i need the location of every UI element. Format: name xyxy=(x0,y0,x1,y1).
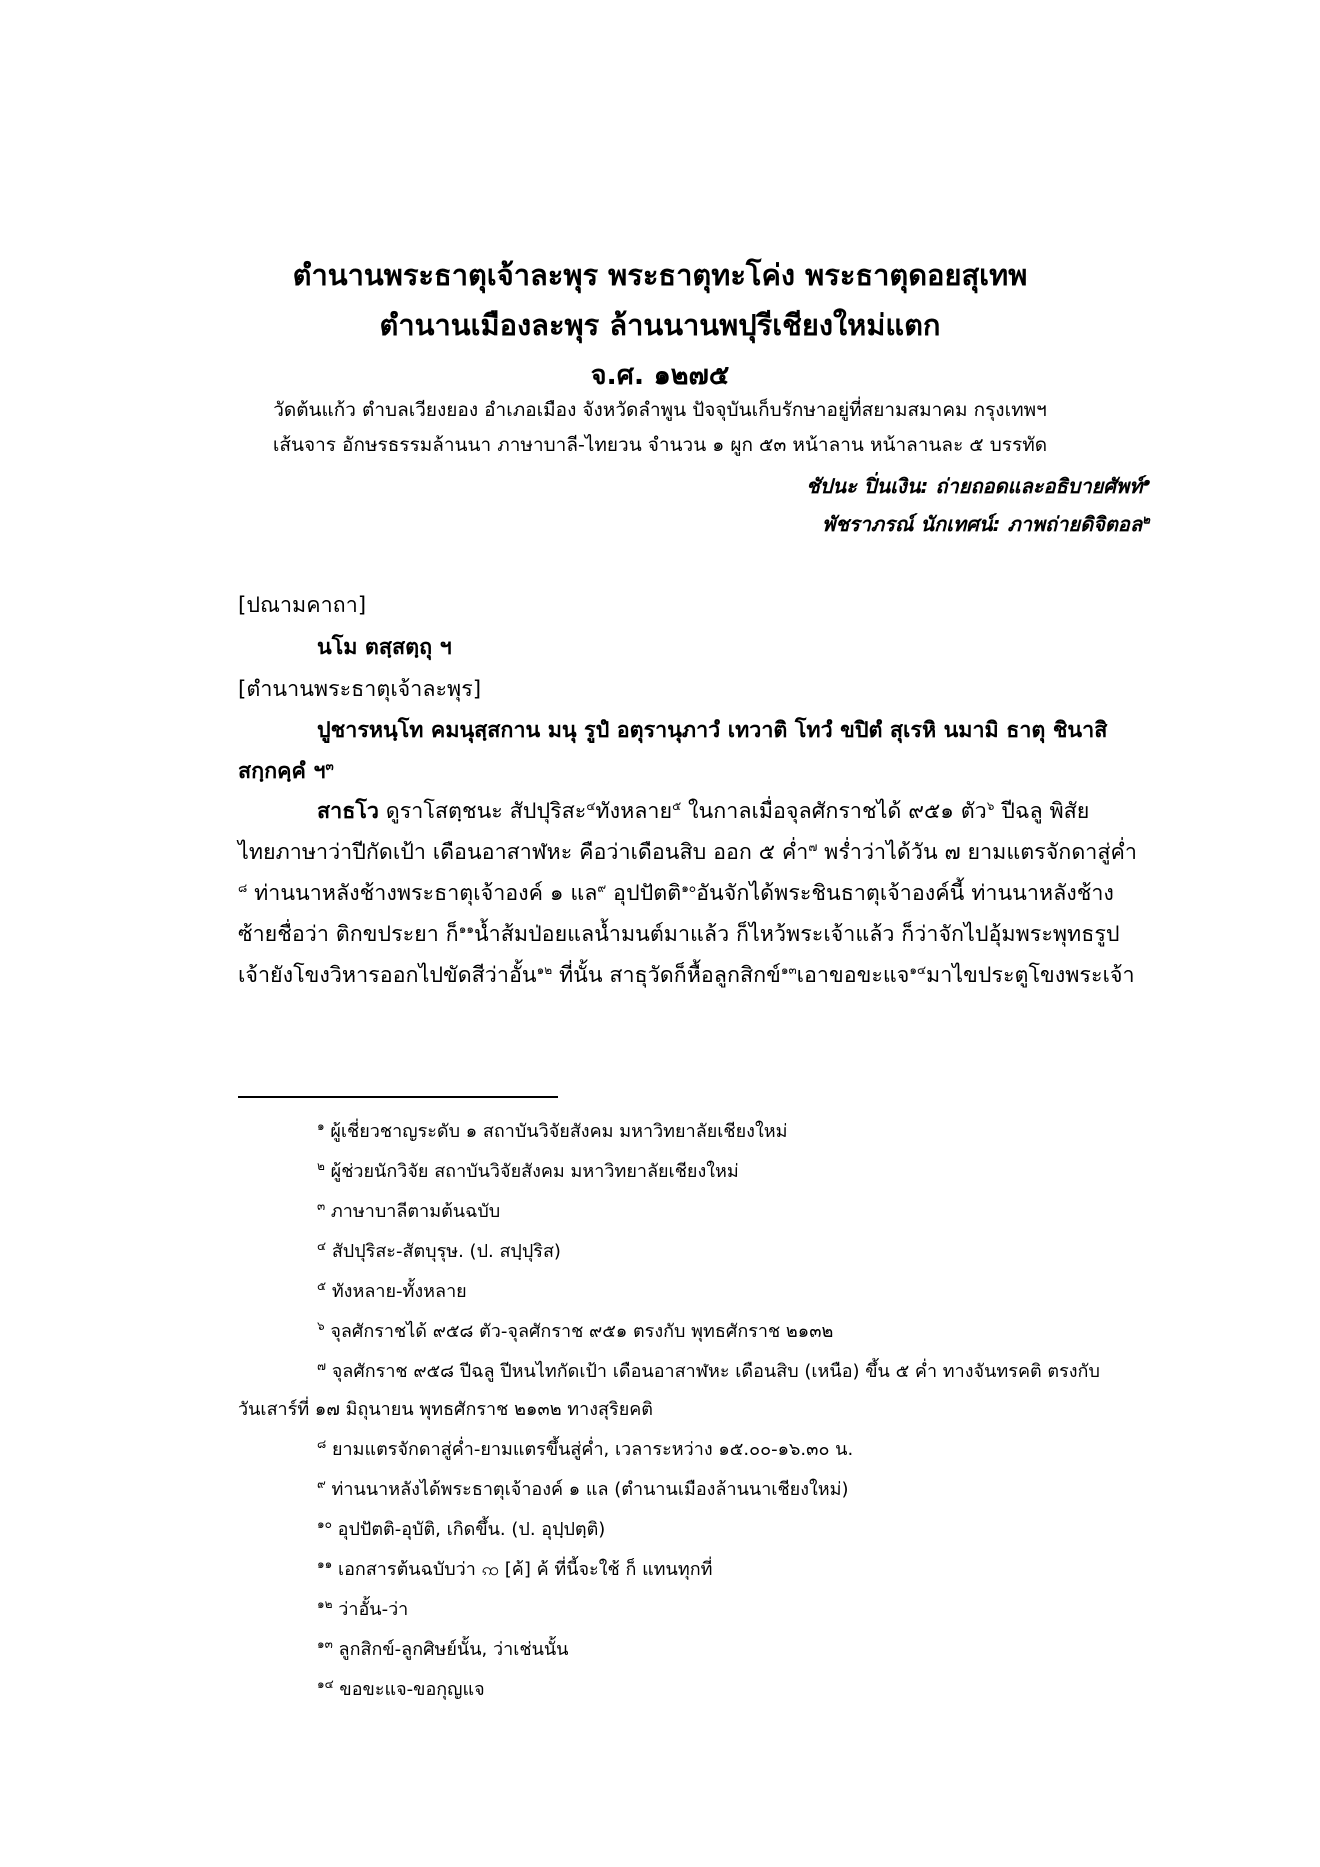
footnote-9 xyxy=(317,1474,849,1503)
paragraph-text: ปีฉลู พิสัย xyxy=(994,799,1090,824)
footnote-text: สัปปุริสะ-สัตบุรุษ. (ป. สปฺปุริส) xyxy=(326,1241,561,1262)
paragraph-text: อุปปัตติ xyxy=(606,881,682,906)
paragraph-line-2 xyxy=(238,835,1137,869)
pali-verse-line-1: ปูชารหนฺโท คมนุสฺสกาน มนุ รูปํ อตุรานุภาวํ เทวาติ โทวํ ขปิตํ สุเรหิ นมามิ ธาตุ ชินาสิ xyxy=(317,718,1108,743)
footnote-ref[interactable]: ๒ xyxy=(1142,512,1150,527)
footnote-mark: ๑๐ xyxy=(317,1517,332,1531)
footnote-ref[interactable]: ๑๑ xyxy=(458,921,474,936)
footnote-4 xyxy=(317,1236,561,1265)
footnote-text: ท่านนาหลังได้พระธาตุเจ้าองค์ ๑ แล (ตำนานเมืองล้านนาเชียงใหม่) xyxy=(325,1479,849,1500)
section-heading-legend: [ตำนานพระธาตุเจ้าละพุร] xyxy=(238,677,482,702)
footnote-text: ลูกสิกข์-ลูกศิษย์นั้น, ว่าเช่นนั้น xyxy=(332,1639,569,1660)
footnote-text: ภาษาบาลีตามต้นฉบับ xyxy=(325,1201,501,1222)
footnote-text: จุลศักราชได้ ๙๕๘ ตัว-จุลศักราช ๙๕๑ ตรงกับ พุทธศักราช ๒๑๓๒ xyxy=(324,1321,834,1342)
footnote-2 xyxy=(317,1156,739,1185)
footnote-mark: ๙ xyxy=(317,1477,326,1491)
paragraph-line-3 xyxy=(238,876,1114,910)
footnote-ref[interactable]: ๑๔ xyxy=(909,962,927,977)
footnote-mark: ๘ xyxy=(317,1437,327,1451)
paragraph-text: เอาขอขะแจ xyxy=(796,963,910,988)
paragraph-text: ท่านนาหลังช้างพระธาตุเจ้าองค์ ๑ แล xyxy=(247,881,598,906)
footnote-11 xyxy=(317,1554,712,1584)
footnote-ref[interactable]: ๓ xyxy=(325,758,334,773)
document-title-line-2: ตำนานเมืองละพุร ล้านนานพปุรีเชียงใหม่แตก xyxy=(379,308,941,342)
footnote-text: เอกสารต้นฉบับว่า ꩡ [ค้] ค้ ที่นี้จะใช้ ก็ แทนทุกที่ xyxy=(332,1559,713,1580)
paragraph-lead-word: สาธโว xyxy=(317,799,379,824)
footnote-ref[interactable]: ๘ xyxy=(238,880,248,895)
footnote-ref[interactable]: ๔ xyxy=(586,798,596,813)
paragraph-text: ในกาลเมื่อจุลศักราชได้ ๙๕๑ ตัว xyxy=(681,799,987,824)
footnote-ref[interactable]: ๙ xyxy=(597,880,607,895)
document-title-line-1: ตำนานพระธาตุเจ้าละพุร พระธาตุทะโค่ง พระธาตุดอยสุเทพ xyxy=(292,258,1028,292)
footnote-ref[interactable]: ๕ xyxy=(672,798,682,813)
footnote-mark: ๑๒ xyxy=(317,1597,333,1611)
footnote-mark: ๕ xyxy=(317,1279,327,1293)
footnote-13 xyxy=(317,1634,568,1663)
paragraph-text: ซ้ายชื่อว่า ติกขประยา ก็ xyxy=(238,922,459,947)
paragraph-text: อันจักได้พระชินธาตุเจ้าองค์นี้ ท่านนาหลังช้าง xyxy=(696,881,1114,906)
footnote-text: ผู้ช่วยนักวิจัย สถาบันวิจัยสังคม มหาวิทยาลัยเชียงใหม่ xyxy=(324,1161,739,1182)
footnote-text: ทังหลาย-ทั้งหลาย xyxy=(326,1281,467,1302)
footnote-mark: ๑๑ xyxy=(317,1557,333,1571)
pali-verse-text: สกฺกคฺคํ ฯ xyxy=(238,759,326,784)
footnote-8 xyxy=(317,1434,853,1463)
manuscript-info-line-1: วัดต้นแก้ว ตำบลเวียงยอง อำเภอเมือง จังหวัดลำพูน ปัจจุบันเก็บรักษาอยู่ที่สยามสมาคม กรุงเทพฯ xyxy=(273,399,1047,421)
footnote-text: จุลศักราช ๙๕๘ ปีฉลู ปีหนไทกัดเป้า เดือนอาสาฬหะ เดือนสิบ (เหนือ) ขึ้น ๕ ค่ำ ทางจันทรคติ ตรงกับ xyxy=(326,1361,1100,1382)
paragraph-text: ไทยภาษาว่าปีกัดเป้า เดือนอาสาฬหะ คือว่าเดือนสิบ ออก ๕ ค่ำ xyxy=(238,840,809,865)
footnote-text: ว่าอั้น-ว่า xyxy=(332,1599,409,1620)
footnote-7-continuation: วันเสาร์ที่ ๑๗ มิถุนายน พุทธศักราช ๒๑๓๒ ทางสุริยคติ xyxy=(238,1399,653,1420)
footnote-3 xyxy=(317,1196,500,1225)
paragraph-text: เจ้ายังโขงวิหารออกไปขัดสีว่าอั้น xyxy=(238,963,537,988)
footnote-6 xyxy=(317,1316,833,1345)
footnote-mark: ๑ xyxy=(317,1119,325,1133)
paragraph-text: ดูราโสตฺชนะ สัปปุริสะ xyxy=(378,799,587,824)
paragraph-line-4 xyxy=(238,917,1120,951)
paragraph-text: น้ำส้มป่อยแลน้ำมนต์มาแล้ว ก็ไหว้พระเจ้าแล้ว ก็ว่าจักไปอุ้มพระพุทธรูป xyxy=(473,922,1120,947)
paragraph-text: มาไขประตูโขงพระเจ้า xyxy=(926,963,1135,988)
footnote-ref[interactable]: ๗ xyxy=(808,839,818,854)
namo-verse: นโม ตสฺสตฺถุ ฯ xyxy=(317,635,452,660)
paragraph-text: ที่นั้น สาธุวัดก็หื้อลูกสิกข์ xyxy=(552,963,781,988)
footnote-14 xyxy=(317,1674,485,1703)
footnote-1 xyxy=(317,1116,788,1145)
paragraph-line-1 xyxy=(317,794,1089,828)
footnote-ref[interactable]: ๑๓ xyxy=(780,962,797,977)
footnote-ref[interactable]: ๖ xyxy=(986,798,995,813)
footnote-ref[interactable]: ๑ xyxy=(1142,474,1150,489)
footnote-separator xyxy=(238,1096,558,1098)
footnote-5 xyxy=(317,1276,467,1305)
paragraph-text: พร่ำว่าได้วัน ๗ ยามแตรจักดาสู่ค่ำ xyxy=(817,840,1137,865)
footnote-ref[interactable]: ๑๒ xyxy=(536,962,553,977)
footnote-text: ผู้เชี่ยวชาญระดับ ๑ สถาบันวิจัยสังคม มหาวิทยาลัยเชียงใหม่ xyxy=(324,1121,788,1142)
footnote-text: ขอขะแจ-ขอกุญแจ xyxy=(333,1679,485,1700)
footnote-mark: ๖ xyxy=(317,1319,325,1333)
footnote-mark: ๔ xyxy=(317,1239,327,1253)
credit-photographer xyxy=(822,508,1150,540)
credit-transcriber-text: ชัปนะ ปิ่นเงิน: ถ่ายถอดและอธิบายศัพท์ xyxy=(806,474,1143,498)
footnote-text: อุปปัตติ-อุบัติ, เกิดขึ้น. (ป. อุปฺปตฺติ) xyxy=(331,1519,606,1540)
manuscript-info-line-2: เส้นจาร อักษรธรรมล้านนา ภาษาบาลี-ไทยวน จำนวน ๑ ผูก ๕๓ หน้าลาน หน้าลานละ ๕ บรรทัด xyxy=(272,434,1048,456)
footnote-mark: ๒ xyxy=(317,1159,325,1173)
paragraph-text: ทังหลาย xyxy=(595,799,673,824)
footnote-mark: ๓ xyxy=(317,1199,326,1213)
footnote-10 xyxy=(317,1514,605,1543)
footnote-mark: ๗ xyxy=(317,1359,327,1373)
credit-transcriber xyxy=(806,470,1150,502)
footnote-ref[interactable]: ๑๐ xyxy=(681,880,697,895)
paragraph-line-5 xyxy=(238,958,1135,992)
section-heading-panama: [ปณามคาถา] xyxy=(238,593,367,618)
document-era: จ.ศ. ๑๒๗๕ xyxy=(590,360,730,391)
pali-verse-line-2 xyxy=(238,754,334,788)
footnote-7 xyxy=(317,1356,1100,1385)
footnote-mark: ๑๔ xyxy=(317,1677,334,1691)
credit-photographer-text: พัชราภรณ์ นักเทศน์: ภาพถ่ายดิจิตอล xyxy=(822,512,1143,536)
footnote-12 xyxy=(317,1594,408,1623)
footnote-text: ยามแตรจักดาสู่ค่ำ-ยามแตรขึ้นสู่ค่ำ, เวลาระหว่าง ๑๕.๐๐-๑๖.๓๐ น. xyxy=(326,1439,854,1460)
footnote-mark: ๑๓ xyxy=(317,1637,333,1651)
